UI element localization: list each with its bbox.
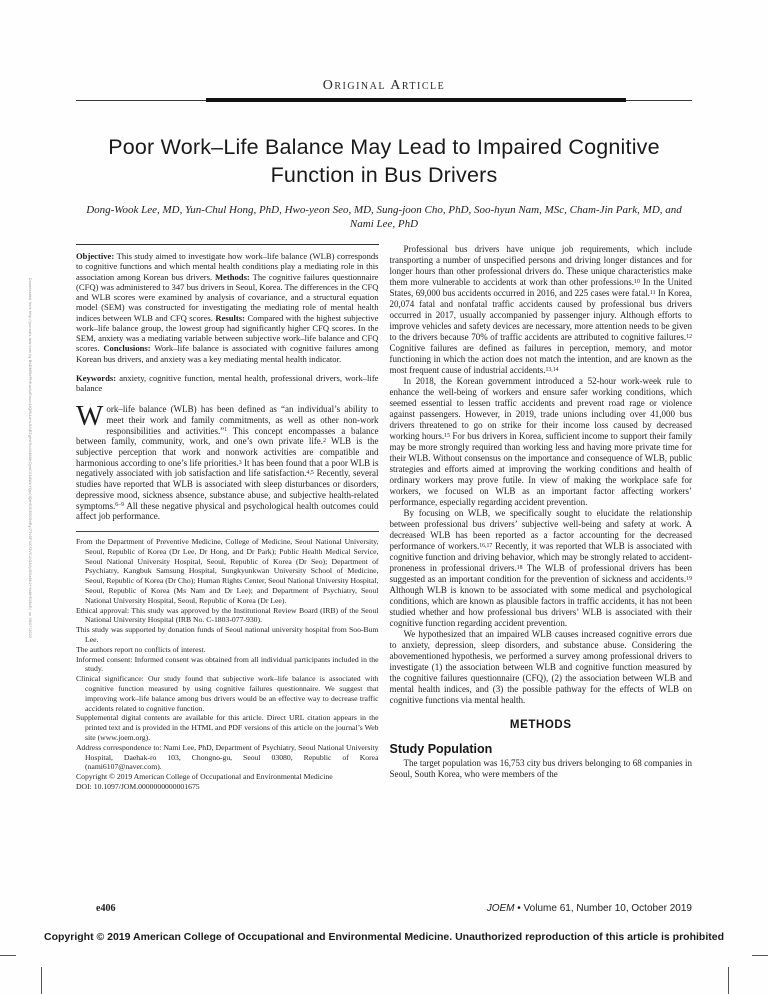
- crop-mark-bottom-right-horizontal: [752, 955, 768, 956]
- crop-mark-bottom-left-vertical: [41, 967, 42, 994]
- footnote-item: This study was supported by donation funds of Seoul national university hospital from Soo-Bum Lee.: [76, 625, 379, 644]
- journal-issue-info: [487, 903, 692, 914]
- issue-info: • Volume 61, Number 10, October 2019: [514, 903, 692, 914]
- intro-paragraph: Work–life balance (WLB) has been defined as “an individual’s ability to meet their work and family commitments, as well as other non-work responsibilities and activities.”$^1$ This concept encompasses a balance between family, community, work, and one’s own private life.$^2$ WLB is the subjective perception that work and nonwork activities are compatible and harmonious according to one’s life priorities.$^3$ It has been found that a poor WLB is negatively associated with job satisfaction and life satisfaction.$^{4,5}$ Recently, several studies have reported that WLB is associated with sleep disturbances or disorders, depressive mood, sickness absence, substance abuse, and subjective health-related symptoms.$^{6-9}$ All these negative physical and psychological health outcomes could affect job performance.: [76, 400, 379, 522]
- study-population-heading: Study Population: [389, 742, 493, 756]
- crop-mark-bottom-left-horizontal: [0, 955, 16, 956]
- right-column: [390, 244, 693, 780]
- two-column-body: [0, 244, 768, 792]
- copyright-bar: Copyright © 2019 American College of Occupational and Environmental Medicine. Unauthorized reproduction of this article is prohibited: [43, 931, 725, 943]
- footnote-item: Ethical approval: This study was approved by the Institutional Review Board (IRB) of the Seoul National University Hospital (IRB No. C-1803-077-930).: [76, 605, 379, 625]
- abstract-top-rule: [76, 244, 379, 245]
- body-paragraph: Professional bus drivers have unique job requirements, which include transporting a number of unspecified persons and driving longer distances and for longer hours than other professional drivers do. These unique characteristics make them more vulnerable to accidents at work than other professions.$^{10}$ In the United States, 69,000 bus accidents occurred in 2016, and 225 cases were fatal.$^{11}$ In Korea, 20,074 fatal and nonfatal traffic accidents caused by professional bus drivers occurred in 2017, usually accompanied by passenger injury. Although efforts to improve vehicles and safety devices are necessary, more attention needs to be given to the drivers because 70% of traffic accidents are attributed to cognitive failures.$^{12}$ Cognitive failures are defined as failures in perception, memory, and motor functioning in which the action does not match the intention, and are known as the most frequent cause of industrial accidents.$^{13,14}$: [389, 244, 693, 375]
- crop-mark-bottom-right-vertical: [728, 967, 729, 994]
- header-rule: [76, 98, 692, 103]
- study-population-paragraph: The target population was 16,753 city bus drivers belonging to 68 companies in Seoul, South Korea, who were members of the: [389, 758, 692, 779]
- footnote-item: The authors report no conflicts of interest.: [76, 644, 206, 654]
- page-number: e406: [96, 903, 116, 914]
- footnote-item: DOI: 10.1097/JOM.0000000000001675: [76, 781, 200, 791]
- footnote-item: Informed consent: Informed consent was obtained from all individual participants included in the study.: [76, 654, 379, 674]
- left-column: [76, 244, 379, 792]
- footnote-item: Clinical significance: Our study found that subjective work–life balance is associated with cognitive function measured by using cognitive failures questionnaire. We suggest that improving work–life balance among bus drivers would be an effective way to decrease traffic accidents related to cognitive function.: [76, 674, 379, 713]
- methods-section-heading: METHODS: [509, 719, 572, 731]
- body-paragraph: We hypothesized that an impaired WLB causes increased cognitive errors due to anxiety, depression, sleep disorders, and substance abuse. Considering the abovementioned hypothesis, we performed a survey among professional drivers to investigate (1) the association between WLB and cognitive function measured by the cognitive failures questionnaire (CFQ), (2) the association between WLB and mental health indices, and (3) the possible pathway for the effects of WLB on cognitive functions via mental health.: [389, 629, 692, 705]
- abstract-text: Objective: This study aimed to investigate how work–life balance (WLB) corresponds to cognitive functions and which mental health conditions play a mediating role in this association among Korean bus drivers. Methods: The cognitive failures questionnaire (CFQ) was administered to 347 bus drivers in Seoul, Korea. The differences in the CFQ and WLB scores were examined by analysis of covariance, and a structural equation model (SEM) was constructed for investigating the mediating role of mental health indices between WLB and CFQ scores. Results: Compared with the highest subjective work–life balance group, the lowest group had significantly higher CFQ scores. In the SEM, anxiety was a mediating variable between subjective work–life balance and CFQ scores. Conclusions: Work–life balance is associated with cognitive failures among Korean bus drivers, and anxiety was a key mediating mental health indicator.: [76, 251, 379, 364]
- download-watermark-text: Downloaded from http://journals.lww.com by BhDMf5ePHKav1zEoum1tQfN4a+kJLhEZgbsIHo4XMi0hCywCX1AWnYQp/IlQrHD3i3D0OdRyi7TvSFl4Cf3VC4/OAVpDDa8K2+Ya6H515kE= on 08/07/2023: [28, 278, 32, 639]
- page-footer: [96, 903, 692, 914]
- body-paragraph: By focusing on WLB, we specifically sought to elucidate the relationship between professional bus drivers’ subjective well-being and safety at work. A decreased WLB has been reported as a factor accounting for the decreased performance of workers.$^{16,17}$ Recently, it was reported that WLB is associated with cognitive function and driving behavior, which may be strongly related to accident-proneness in professional drivers.$^{18}$ The WLB of professional drivers has been suggested as an important condition for the prevention of sickness and accidents.$^{19}$ Although WLB is known to be associated with some medical and psychological conditions, which are known as plausible factors in traffic accidents, it has not been studied whether and how professional bus drivers’ WLB is associated with their cognitive function regarding accident prevention.: [389, 508, 692, 628]
- footnotes-section: [76, 537, 379, 792]
- header-rule-thick-bar: [206, 98, 626, 102]
- footnote-divider-rule: [76, 531, 379, 532]
- article-title: Poor Work–Life Balance May Lead to Impaired Cognitive Function in Bus Drivers: [108, 135, 660, 187]
- journal-name: JOEM: [486, 903, 515, 914]
- article-type-label: Original Article: [322, 78, 446, 93]
- footnote-item: Supplemental digital contents are available for this article. Direct URL citation appears in the printed text and is provided in the HTML and PDF versions of this article on the journal’s Web site (www.joem.org).: [76, 713, 379, 742]
- footnote-item: Copyright © 2019 American College of Occupational and Environmental Medicine: [76, 772, 333, 782]
- authors-line: Dong-Wook Lee, MD, Yun-Chul Hong, PhD, Hwo-yeon Seo, MD, Sung-joon Cho, PhD, Soo-hyun Nam, MSc, Cham-Jin Park, MD, and Nami Lee, PhD: [86, 204, 682, 230]
- keywords-text: Keywords: anxiety, cognitive function, mental health, professional drivers, work–life balance: [76, 372, 379, 393]
- introduction-paragraphs: [390, 244, 693, 706]
- footnote-item: From the Department of Preventive Medicine, College of Medicine, Seoul National University, Seoul, Republic of Korea (Dr Lee, Dr Hong, and Dr Park); Public Health Medical Service, Seoul National University Hospital, Seoul, Republic of Korea (Dr Seo); Department of Psychiatry, Kangbuk Samsung Hospital, Sungkyunkwan University School of Medicine, Seoul, Republic of Korea (Dr Cho); Human Rights Center, Seoul National University Hospital, Seoul, Republic of Korea (Ms Nam and Dr Lee); and Department of Psychiatry, Seoul National University Hospital, Seoul, Republic of Korea (Dr Lee).: [76, 536, 379, 605]
- footnote-item: Address correspondence to: Nami Lee, PhD, Department of Psychiatry, Seoul National University Hospital, Daehak-ro 103, Chongno-gu, Seoul 03080, Republic of Korea (nami6107@naver.com).: [76, 742, 379, 772]
- body-paragraph: In 2018, the Korean government introduced a 52-hour work-week rule to enhance the well-being of workers and ensure safer working conditions, which seemed essential to lessen traffic accidents and prevent road rage or violence against passengers. However, in 2019, trade unions including over 41,000 bus drivers threatened to go on strike for their income loss caused by decreased working hours.$^{15}$ For bus drivers in Korea, sufficient income to support their family may be more strongly required than working less and having more private time for their WLB. Without consensus on the importance and consequence of WLB, public strategies and efforts aimed at improving the working conditions and health of ordinary workers may prove futile. In view of making the workplace safe for workers, we focused on WLB as an important factor affecting workers’ performance, especially regarding accident prevention.: [389, 376, 692, 507]
